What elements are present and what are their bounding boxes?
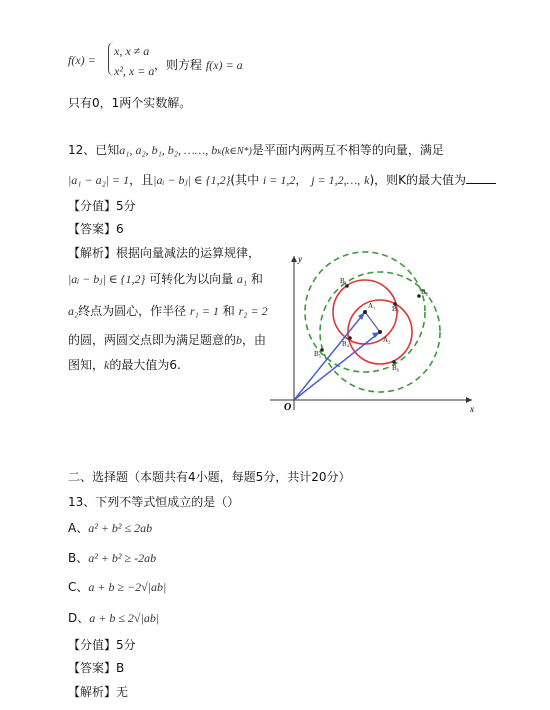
result-line: 只有0，1两个实数解。 [68, 96, 192, 110]
y-axis-arrow-icon [291, 256, 297, 262]
label-b1: B₁ [340, 277, 348, 285]
vector-a2 [294, 332, 380, 400]
x-axis-arrow-icon [466, 397, 472, 403]
q12-analysis-line3: a₂终点为圆心，作半径 r₁ = 1 和 r₂ = 2 [68, 304, 268, 318]
piecewise-tail: ，则方程 f(x) = a [154, 58, 243, 72]
x-axis-label: x [470, 404, 474, 414]
q13-analysis: 【解析】无 [68, 685, 129, 699]
circle-diagram [262, 250, 480, 425]
label-b4: B₄ [342, 340, 350, 348]
label-a2: A₂ [383, 336, 391, 344]
q12-analysis-line2: |aᵢ − bⱼ| ∈ {1,2} 可转化为以向量 a₁ 和 [68, 272, 263, 286]
point-a2 [378, 330, 382, 334]
q12-line1: 12、已知a₁, a₂, b₁, b₂, ……, bₖ(k∈N*)是平面内两两互不相等的向量，满足 [68, 143, 444, 157]
piecewise-case1: x, x ≠ a [114, 44, 150, 58]
q13-score: 【分值】5分 [68, 638, 136, 652]
answer-blank [466, 172, 496, 184]
label-a1: A₁ [368, 302, 376, 310]
piecewise-case2: x², x = a [114, 64, 155, 78]
y-axis-label: y [298, 254, 302, 264]
origin-label: O [284, 402, 292, 413]
q12-analysis-line1: 【解析】根据向量减法的运算规律， [68, 246, 261, 260]
q13-stem: 13、下列不等式恒成立的是（） [68, 495, 240, 509]
q13-answer: 【答案】B [68, 661, 125, 675]
option-b: B、a² + b² ≥ -2ab [68, 551, 157, 565]
option-c: C、a + b ≥ −2√|ab| [68, 580, 167, 594]
point-a1 [363, 310, 367, 314]
label-b2: B₂ [421, 288, 429, 296]
q12-analysis-line5: 图知，k的最大值为6. [68, 358, 181, 372]
option-a: A、a² + b² ≤ 2ab [68, 521, 153, 535]
q12-answer: 【答案】6 [68, 222, 124, 236]
q12-line2: |a₁ − a₂| = 1，且|aᵢ − bⱼ| ∈ {1,2}(其中 i = 1,2， j = 1,2,…, k)，则K的最大值为 [68, 171, 496, 188]
q12-score: 【分值】5分 [68, 199, 136, 213]
label-b5: B₅ [314, 350, 322, 358]
section2-heading: 二、选择题（本题共有4小题，每题5分，共计20分） [68, 470, 351, 484]
piecewise-fx: f(x) = [68, 53, 96, 67]
segment-a1-a2 [365, 312, 380, 332]
option-d: D、a + b ≤ 2√|ab| [68, 611, 160, 625]
q12-analysis-line4: 的圆，两圆交点即为满足题意的b，由 [68, 333, 267, 347]
label-b3: B₃ [392, 305, 400, 313]
label-b6: B₆ [392, 364, 400, 372]
